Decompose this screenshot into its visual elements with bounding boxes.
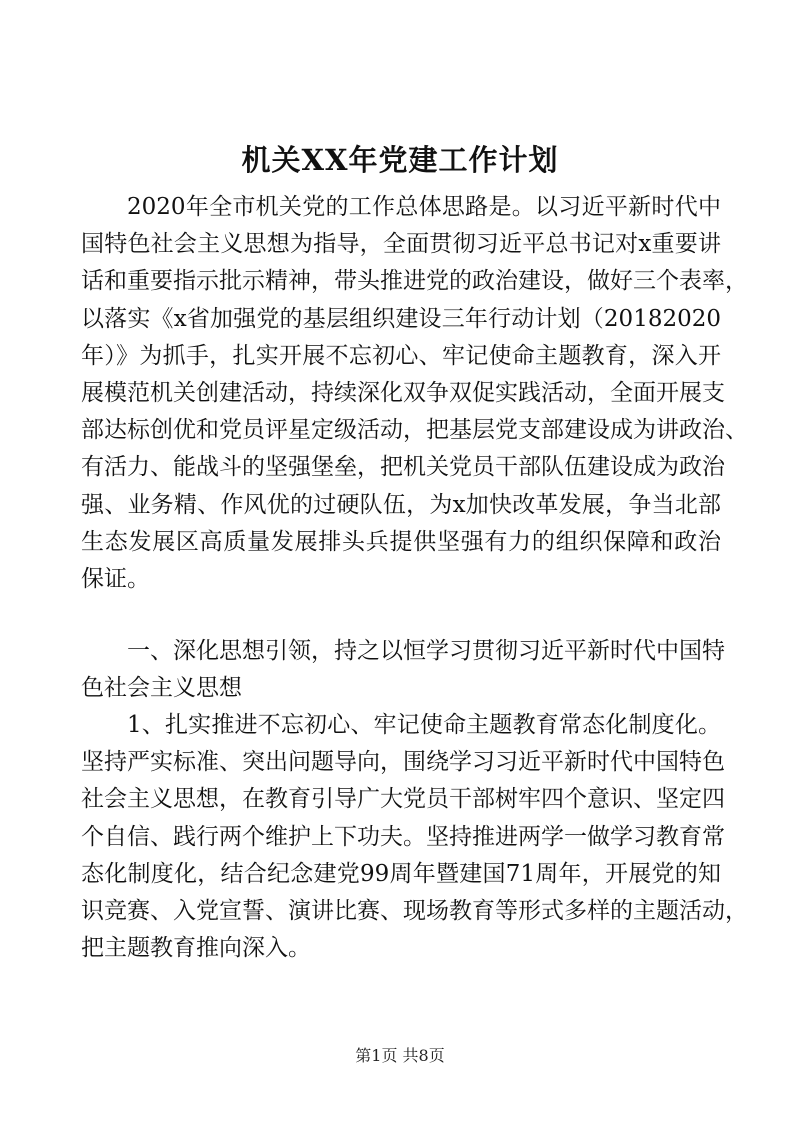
paragraph-line: 以落实《x省加强党的基层组织建设三年行动计划（20182020 bbox=[81, 305, 721, 332]
paragraph-line: 展模范机关创建活动，持续深化双争双促实践活动，全面开展支 bbox=[81, 379, 725, 406]
paragraph-line: 识竞赛、入党宣誓、演讲比赛、现场教育等形式多样的主题活动， bbox=[81, 897, 748, 924]
paragraph-line: 保证。 bbox=[81, 565, 150, 592]
paragraph-line: 话和重要指示批示精神，带头推进党的政治建设，做好三个表率， bbox=[81, 268, 748, 295]
paragraph-line: 有活力、能战斗的坚强堡垒，把机关党员干部队伍建设成为政治 bbox=[81, 454, 725, 481]
paragraph-line: 国特色社会主义思想为指导，全面贯彻习近平总书记对x重要讲 bbox=[81, 231, 721, 258]
paragraph-line: 强、业务精、作风优的过硬队伍，为x加快改革发展，争当北部 bbox=[81, 491, 721, 518]
paragraph-item-1 bbox=[81, 707, 748, 967]
paragraph-line: 生态发展区高质量发展排头兵提供坚强有力的组织保障和政治 bbox=[81, 528, 721, 555]
document-title: 机关XX年党建工作计划 bbox=[241, 143, 559, 177]
paragraph-line: 坚持严实标准、突出问题导向，围绕学习习近平新时代中国特色 bbox=[81, 749, 725, 776]
paragraph-line: 部达标创优和党员评星定级活动，把基层党支部建设成为讲政治、 bbox=[81, 417, 748, 444]
heading-line: 一、深化思想引领，持之以恒学习贯彻习近平新时代中国特 bbox=[127, 638, 725, 664]
page-footer: 第1页 共8页 bbox=[355, 1046, 445, 1065]
paragraph-line: 社会主义思想，在教育引导广大党员干部树牢四个意识、坚定四 bbox=[81, 786, 725, 813]
paragraph-line: 把主题教育推向深入。 bbox=[81, 935, 311, 962]
paragraph-line: 态化制度化，结合纪念建党99周年暨建国71周年，开展党的知 bbox=[81, 860, 721, 887]
heading-line: 色社会主义思想 bbox=[81, 675, 242, 702]
paragraph-line: 1、扎实推进不忘初心、牢记使命主题教育常态化制度化。 bbox=[127, 712, 721, 738]
paragraph-line: 个自信、践行两个维护上下功夫。坚持推进两学一做学习教育常 bbox=[81, 823, 725, 850]
paragraph-overview bbox=[81, 189, 748, 598]
section-heading-1 bbox=[81, 633, 725, 707]
paragraph-line: 2020年全市机关党的工作总体思路是。以习近平新时代中 bbox=[127, 194, 721, 220]
paragraph-line: 年）》为抓手，扎实开展不忘初心、牢记使命主题教育，深入开 bbox=[81, 342, 721, 369]
